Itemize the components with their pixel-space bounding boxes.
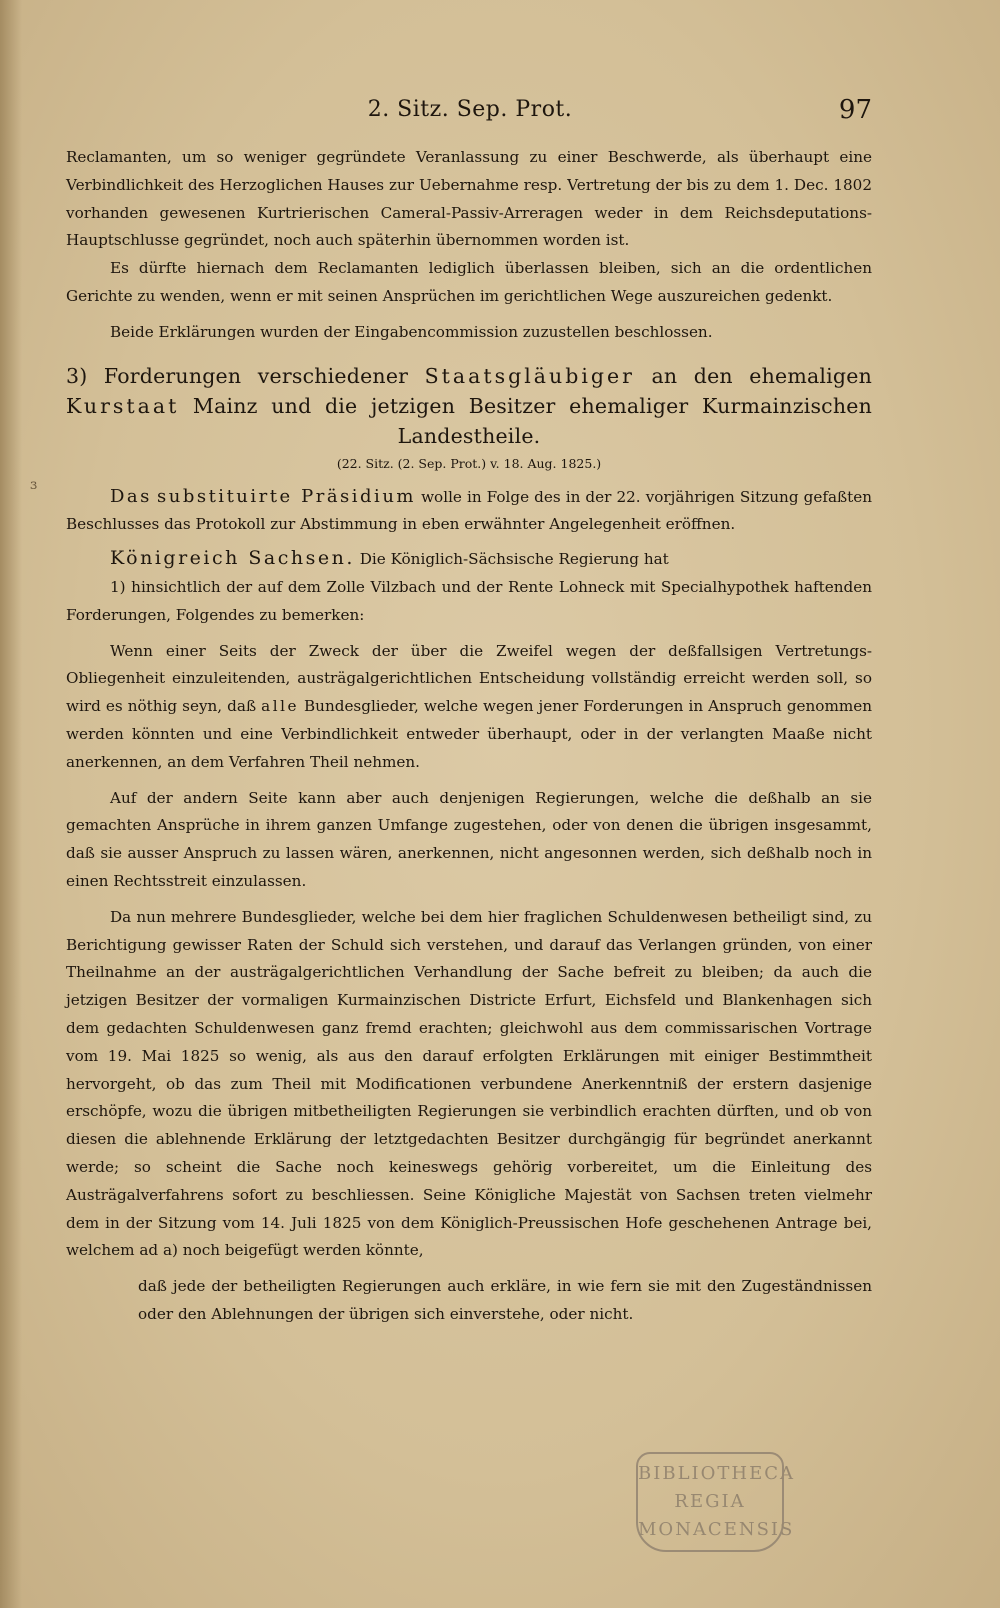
- da-ad: ad a): [139, 1241, 178, 1260]
- paragraph-wenn: [66, 638, 872, 777]
- presidium-lead: Das: [110, 485, 152, 507]
- section-heading-spaced: Staatsgläubiger: [424, 363, 635, 388]
- presidium-spaced: substituirte Präsidium: [156, 485, 416, 507]
- quoted-proposal: daß jede der betheiligten Regierungen auch erkläre, in wie fern sie mit den Zugeständnissen oder den Ablehnungen der übrigen sich einverstehe, oder nicht.: [138, 1277, 872, 1323]
- stamp-line-2: REGIA: [674, 1491, 746, 1512]
- presidium-rest: wolle in Folge des in der 22. vorjährigen Sitzung gefaßten Beschlusses das Protokoll zur Abstimmung in eben erwähnter Angelegenheit eröffnen.: [66, 487, 873, 534]
- paragraph-presidium: [66, 483, 872, 540]
- page-body: [66, 144, 872, 1329]
- library-stamp: [636, 1452, 795, 1552]
- section-reference: (22. Sitz. (2. Sep. Prot.) v. 18. Aug. 1825.): [336, 455, 602, 471]
- page-header: [68, 97, 872, 133]
- section-heading-lead: 3) Forderungen verschiedener: [66, 363, 409, 388]
- kingdom-intro: Die Königlich-Sächsische Regierung hat: [359, 550, 669, 569]
- paragraph-kingdom: [66, 545, 872, 574]
- paragraph-item-1: 1) hinsichtlich der auf dem Zolle Vilzbach und der Rente Lohneck mit Specialhypothek haftenden Forderungen, Folgendes zu bemerken:: [66, 577, 872, 624]
- section-heading: [66, 361, 872, 451]
- page-gutter-shadow: [0, 0, 22, 1608]
- paragraph-da: [66, 904, 872, 1265]
- wenn-spaced: alle: [261, 697, 299, 716]
- stamp-line-3: MONACENSIS: [638, 1519, 795, 1540]
- running-head: 2. Sitz. Sep. Prot.: [367, 97, 573, 122]
- section-heading-spaced2: Kurstaat: [66, 393, 180, 418]
- section-heading-mid: an den ehemaligen: [651, 363, 872, 388]
- da-part2: noch beigefügt werden könnte,: [182, 1241, 424, 1260]
- paragraph-decision: Beide Erklärungen wurden der Eingabencommission zuzustellen beschlossen.: [110, 322, 713, 341]
- paragraph-reclamant: Es dürfte hiernach dem Reclamanten lediglich überlassen bleiben, sich an die ordentlichen Gerichte zu wenden, wenn er mit seinen Ansprüchen im gerichtlichen Wege auszureichen gedenkt.: [66, 259, 872, 305]
- stamp-line-1: BIBLIOTHECA: [638, 1463, 795, 1484]
- da-part1: Da nun mehrere Bundesglieder, welche bei dem hier fraglichen Schuldenwesen betheiligt sind, zu Berichtigung gewisser Raten der Schuld sich verstehen, und darauf das Verlangen gründen, von einer Theilnahme an der austrägalgerichtlichen Verhandlung der Sache befreit zu bleiben; da auch die jetzigen Besitzer der vormaligen Kurmainzischen Districte Erfurt, Eichsfeld und Blankenhagen sich dem gedachten Schuldenwesen ganz fremd erachten; gleichwohl aus dem commissarischen Vortrage vom 19. Mai 1825 so wenig, als aus den darauf erfolgten Erklärungen mit einiger Bestimmtheit hervorgeht, ob das zum Theil mit Modificationen verbundene Anerkenntniß der erstern dasjenige erschöpfe, wozu die übrigen mitbetheiligten Regierungen sie verbindlich erachten dürften, und ob von diesen die ablehnende Erklärung der letztgedachten Besitzer durchgängig für begründet anerkannt werde; so scheint die Sache noch keineswegs gehörig vorbereitet, um die Einleitung des Austrägalverfahrens sofort zu beschliessen. Seine Königliche Majestät von Sachsen treten vielmehr dem in der Sitzung vom 14. Juli 1825 von dem Königlich-Preussischen Hofe geschehenen Antrage bei, welchem: [66, 907, 872, 1260]
- paragraph-auf: Auf der andern Seite kann aber auch denjenigen Regierungen, welche die deßhalb an sie gemachten Ansprüche in ihrem ganzen Umfange zugestehen, oder von denen die übrigen insgesammt, daß sie ausser Anspruch zu lassen wären, anerkennen, nicht angesonnen werden, sich deßhalb noch in einen Rechtsstreit einzulassen.: [66, 788, 872, 890]
- kingdom-name: Königreich Sachsen.: [110, 547, 355, 570]
- section-heading-tail: Mainz und die jetzigen Besitzer ehemaliger Kurmainzischen Landestheile.: [192, 393, 873, 448]
- wenn-before: Wenn einer Seits der Zweck der über die Zweifel wegen der deßfallsigen Vertretungs-Obliegenheit einzuleitenden, austrägalgerichtlichen Entscheidung vollständig erreicht werden soll, so wird es nöthig seyn, daß: [66, 641, 872, 716]
- paragraph-continuation: Reclamanten, um so weniger gegründete Veranlassung zu einer Beschwerde, als überhaupt eine Verbindlichkeit des Herzoglichen Hauses zur Uebernahme resp. Vertretung der bis zu dem 1. Dec. 1802 vorhanden gewesenen Kurtrierischen Cameral-Passiv-Arreragen weder in dem Reichsdeputations-Hauptschlusse gegründet, noch auch späterhin übernommen worden ist.: [66, 148, 872, 250]
- wenn-after: Bundesglieder, welche wegen jener Forderungen in Anspruch genommen werden könnten und eine Verbindlichkeit entweder überhaupt, oder in der verlangten Maaße nicht anerkennen, an dem Verfahren Theil nehmen.: [66, 697, 873, 771]
- page-number: 97: [838, 95, 872, 125]
- margin-mark: ɜ: [30, 477, 38, 493]
